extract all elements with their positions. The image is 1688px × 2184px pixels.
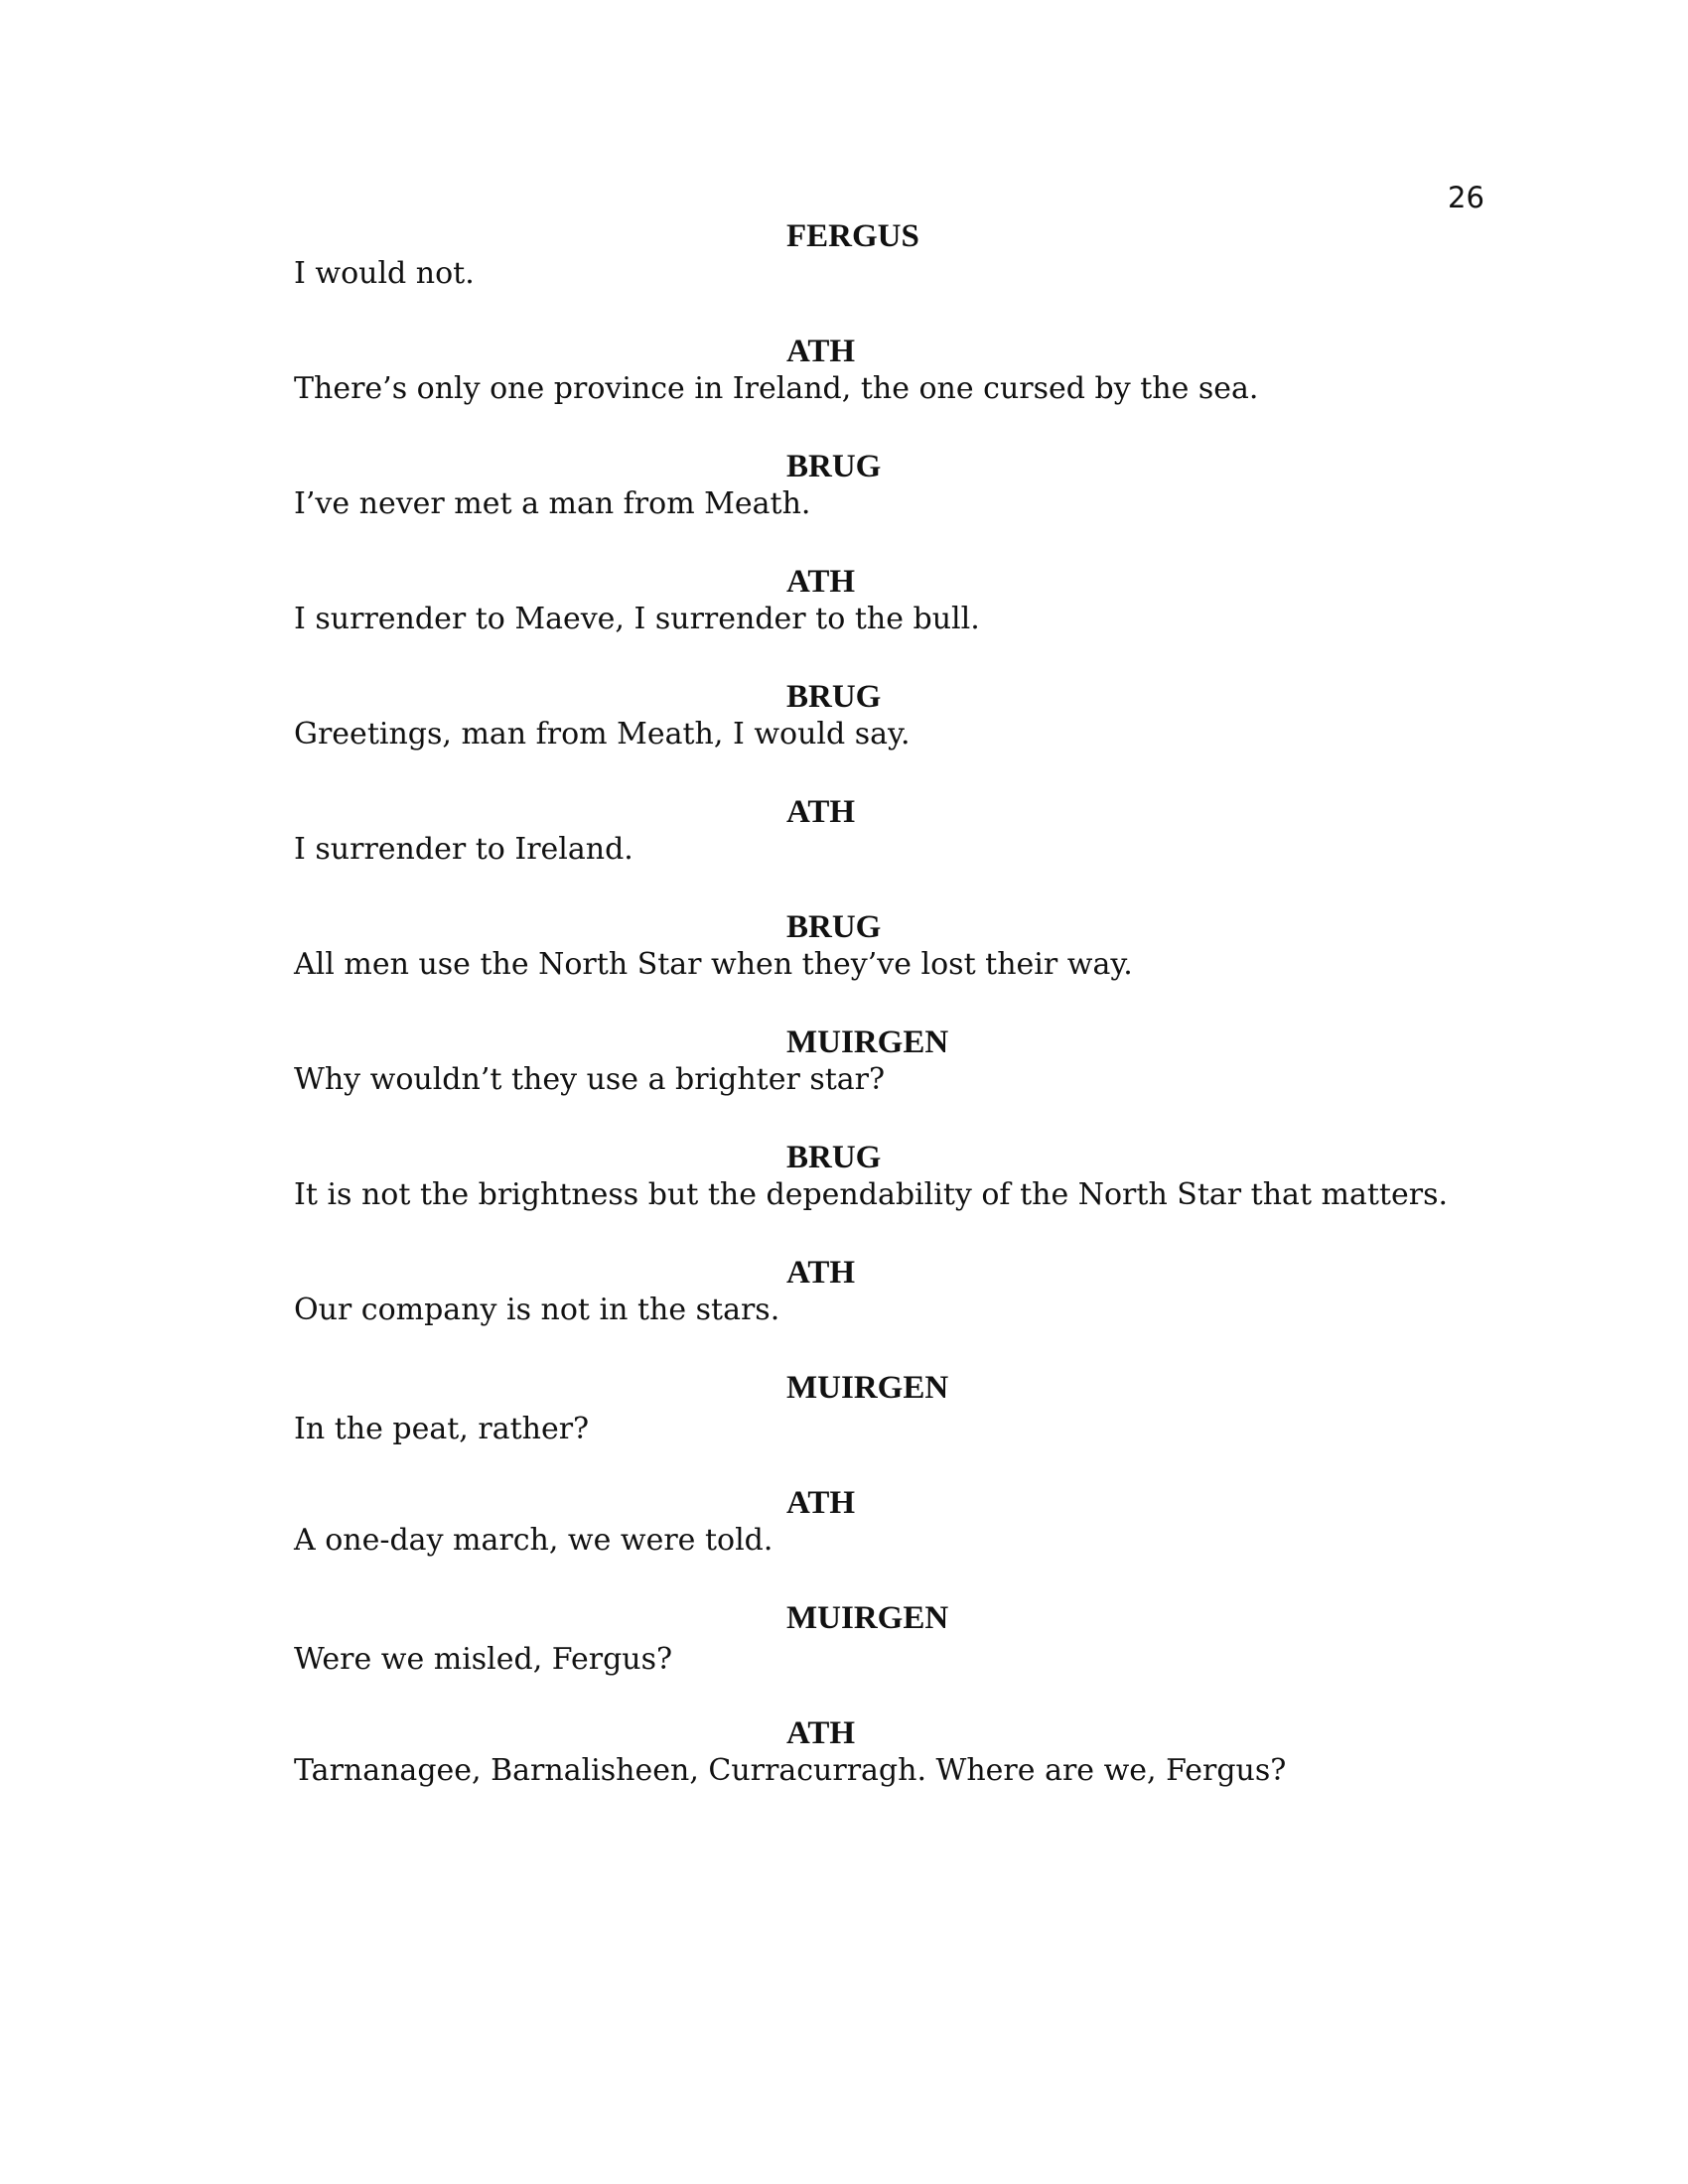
speaker-name: MUIRGEN (786, 1600, 949, 1636)
dialogue-line: Greetings, man from Meath, I would say. (294, 717, 911, 751)
dialogue-entry (294, 1023, 1485, 1138)
dialogue-entry (294, 332, 1485, 447)
speaker-name: ATH (786, 794, 856, 830)
dialogue-entry (294, 1138, 1485, 1253)
dialogue-line: A one-day march, we were told. (294, 1523, 774, 1558)
dialogue-entry (294, 1483, 1485, 1598)
speaker-name: ATH (786, 334, 856, 369)
dialogue-line: All men use the North Star when they’ve lost their way. (294, 947, 1133, 982)
dialogue-line: I surrender to Ireland. (294, 832, 633, 867)
speaker-name: FERGUS (786, 218, 919, 254)
speaker-name: BRUG (786, 449, 882, 484)
dialogue-line: Our company is not in the stars. (294, 1293, 780, 1327)
speaker-name: BRUG (786, 679, 882, 715)
dialogue-line: Were we misled, Fergus? (294, 1642, 673, 1677)
dialogue-entry (294, 1598, 1485, 1713)
speaker-name: ATH (786, 564, 856, 600)
dialogue-entry (294, 907, 1485, 1023)
dialogue-line: Why wouldn’t they use a brighter star? (294, 1062, 886, 1097)
dialogue-entry (294, 1253, 1485, 1368)
dialogue-entry (294, 216, 1485, 332)
speaker-name: BRUG (786, 1140, 882, 1175)
dialogue-entry (294, 447, 1485, 562)
speaker-name: MUIRGEN (786, 1024, 949, 1060)
dialogue-line: There’s only one province in Ireland, the one cursed by the sea. (294, 371, 1259, 406)
speaker-name: MUIRGEN (786, 1370, 949, 1406)
dialogue-line: Tarnanagee, Barnalisheen, Curracurragh. Where are we, Fergus? (294, 1753, 1287, 1788)
speaker-name: BRUG (786, 909, 882, 945)
dialogue-line: I’ve never met a man from Meath. (294, 486, 811, 521)
page-number: 26 (1448, 181, 1484, 214)
dialogue-line: I would not. (294, 256, 475, 291)
dialogue-entry (294, 562, 1485, 677)
dialogue-entry (294, 1713, 1485, 1829)
dialogue-entry (294, 792, 1485, 907)
dialogue-entry (294, 1368, 1485, 1483)
dialogue-entry (294, 677, 1485, 792)
speaker-name: ATH (786, 1255, 856, 1291)
speaker-name: ATH (786, 1485, 856, 1521)
dialogue-line: It is not the brightness but the dependability of the North Star that matters. (294, 1177, 1449, 1212)
dialogue-line: I surrender to Maeve, I surrender to the bull. (294, 602, 980, 636)
speaker-name: ATH (786, 1715, 856, 1751)
dialogue-list (294, 216, 1485, 1829)
dialogue-line: In the peat, rather? (294, 1412, 590, 1446)
